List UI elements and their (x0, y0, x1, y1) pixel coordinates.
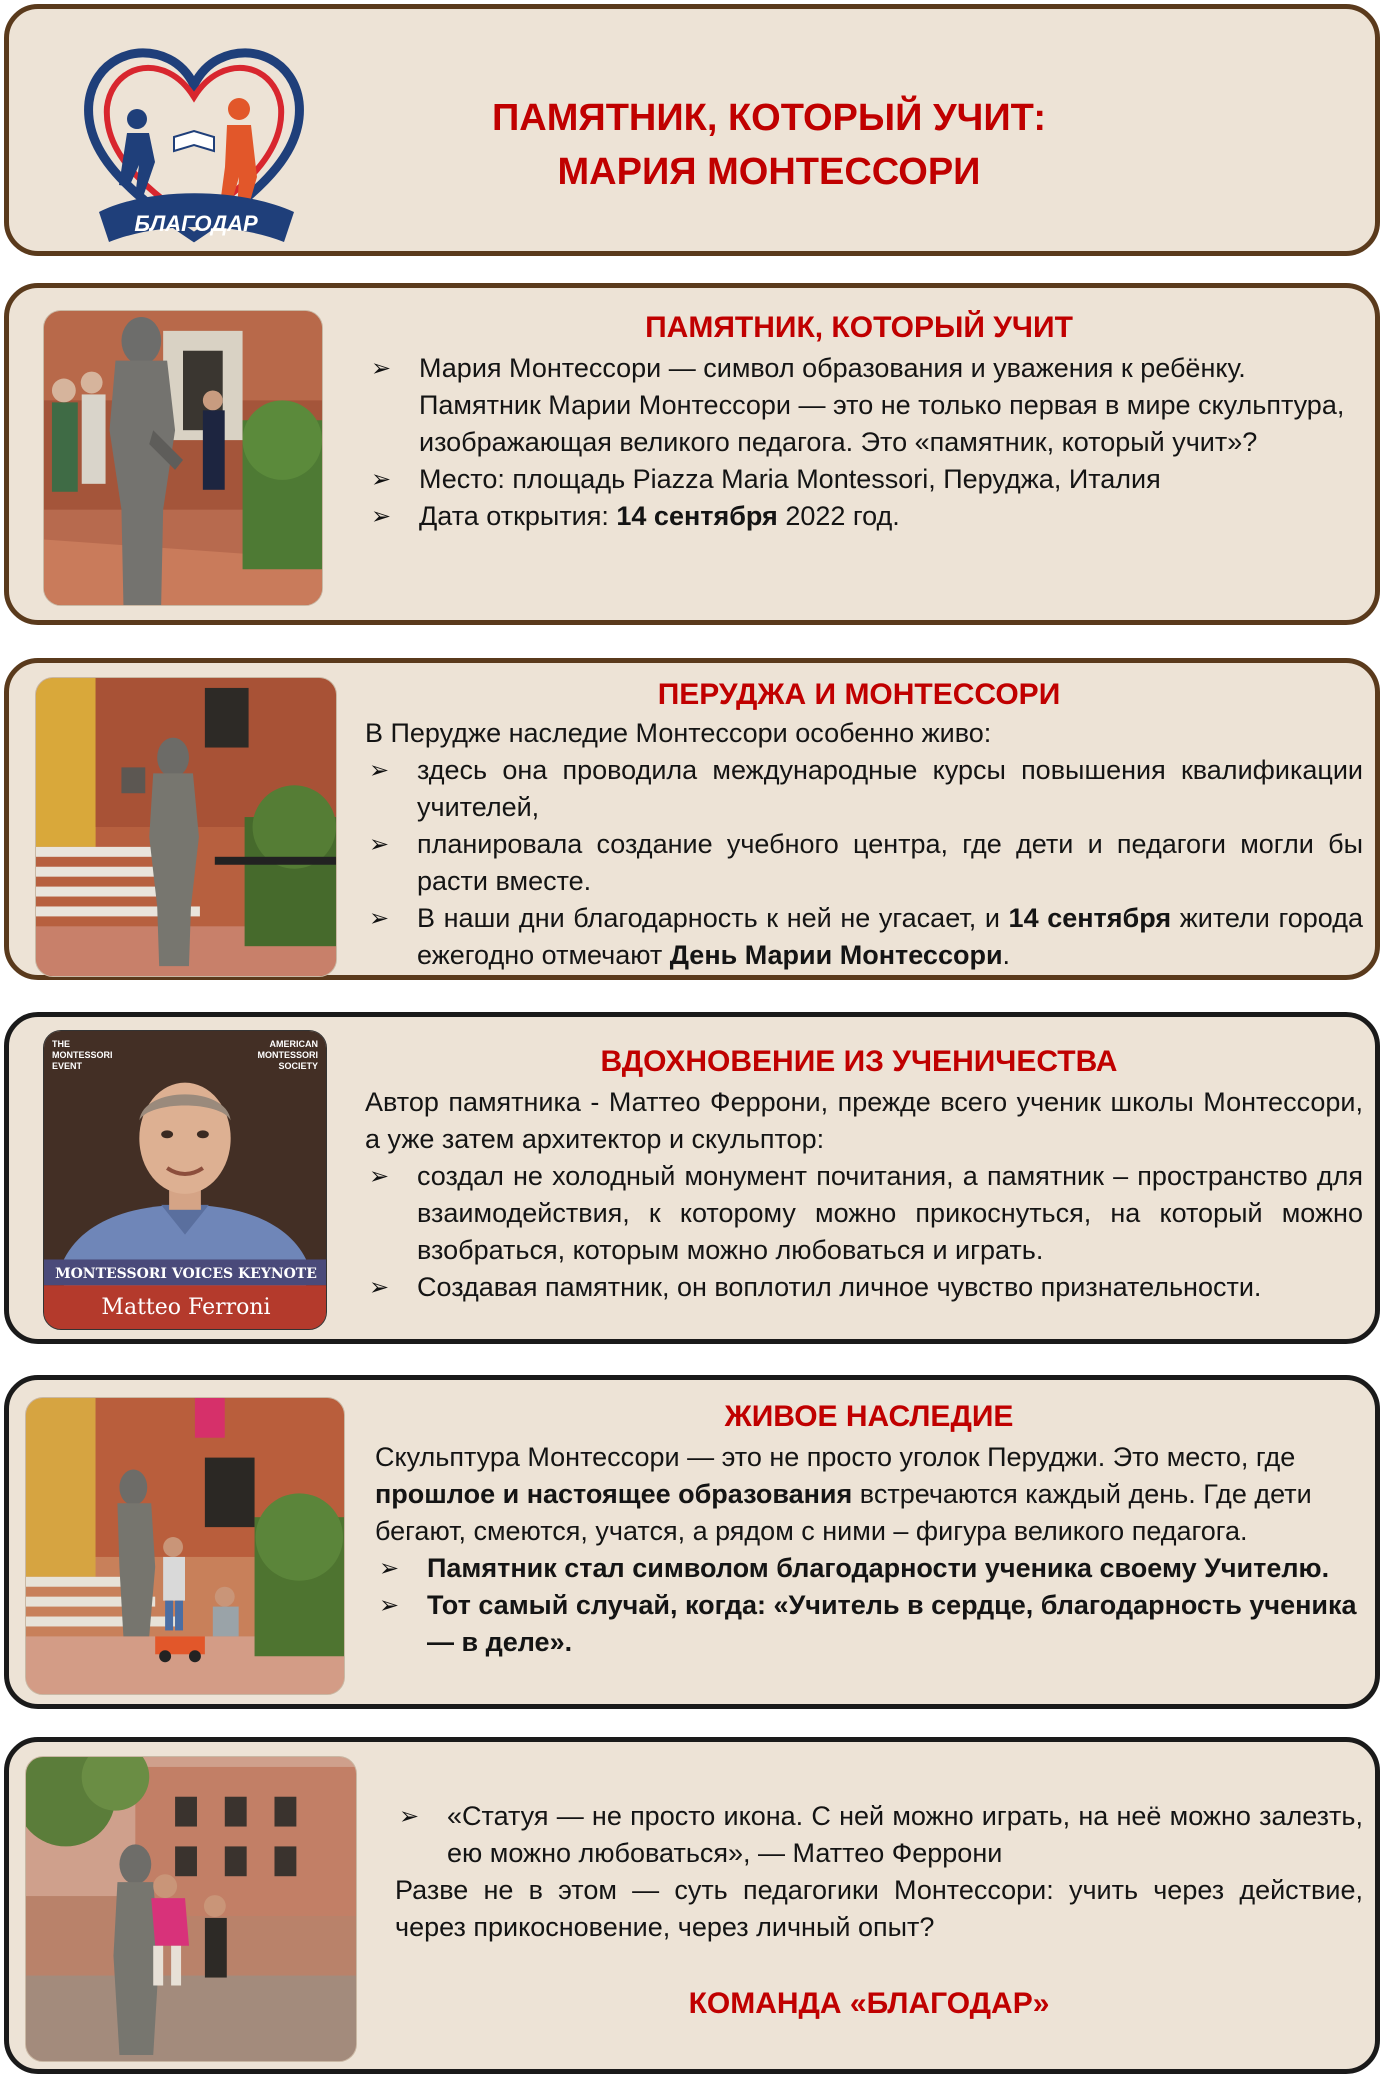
blagodar-logo (79, 37, 309, 247)
section2-bullet1: ➢ здесь она проводила международные курсы повышения квалификации учителей, (365, 752, 1363, 826)
monument-photo (43, 310, 323, 606)
section5-paragraph: Разве не в этом — суть педагогики Монтессори: учить через действие, через прикосновение, через личный опыт? (395, 1875, 1363, 1942)
arrowhead-bullet-icon: ➢ (371, 503, 392, 530)
arrowhead-bullet-icon: ➢ (369, 1163, 390, 1190)
page-title (349, 91, 1189, 199)
photo-logo-left: THE MONTESSORI EVENT (52, 1039, 113, 1071)
photo-logo-right: AMERICAN MONTESSORI SOCIETY (257, 1039, 318, 1071)
section4-heading: ЖИВОЕ НАСЛЕДИЕ (724, 1400, 1014, 1433)
section3-heading: ВДОХНОВЕНИЕ ИЗ УЧЕНИЧЕСТВА (600, 1045, 1118, 1078)
section-living-legacy (4, 1375, 1380, 1709)
section2-heading: ПЕРУДЖА И МОНТЕССОРИ (657, 678, 1061, 711)
section1-bullet1: ➢ Мария Монтессори — символ образования и уважения к ребёнку. Памятник Марии Монтессори — это не только первая в мире скульптура, изображающая великого педагога. Это «памятник, который учит»? (367, 350, 1347, 461)
section3-bullet2: ➢ Создавая памятник, он воплотил личное чувство признательности. (365, 1269, 1363, 1306)
section3-intro: Автор памятника - Маттео Феррони, прежде всего ученик школы Монтессори, а уже затем архитектор и скульптор: (365, 1087, 1363, 1154)
arrowhead-bullet-icon: ➢ (369, 1274, 390, 1301)
logo-text: БЛАГОДАР (134, 211, 258, 236)
section-perugia (4, 658, 1380, 980)
section1-heading: ПАМЯТНИК, КОТОРЫЙ УЧИТ (645, 311, 1073, 344)
photo-banner: MONTESSORI VOICES KEYNOTE (55, 1266, 317, 1282)
arrowhead-bullet-icon: ➢ (369, 757, 390, 784)
page-title-line2: МАРИЯ МОНТЕССОРИ (557, 151, 981, 193)
arrowhead-bullet-icon: ➢ (371, 355, 392, 382)
section2-bullet3: ➢ В наши дни благодарность к ней не угасает, и 14 сентября жители города ежегодно отмечают День Марии Монтессори. (365, 900, 1363, 974)
arrowhead-bullet-icon: ➢ (369, 905, 390, 932)
child-hugging-statue-illustration (26, 1757, 356, 2061)
section-quote (4, 1737, 1380, 2074)
children-statue-illustration (26, 1398, 344, 1694)
statue-stairs-illustration (36, 678, 336, 976)
statue-photo-illustration (44, 311, 322, 605)
section2-intro: В Перудже наследие Монтессори особенно живо: (365, 718, 992, 748)
section-inspiration (4, 1012, 1380, 1344)
perugia-photo (35, 677, 337, 977)
section1-body (367, 350, 1347, 535)
section4-body (375, 1439, 1365, 1661)
arrowhead-bullet-icon: ➢ (379, 1592, 400, 1619)
section4-paragraph: Скульптура Монтессори — это не просто уголок Перуджи. Это место, где прошлое и настоящее образования встречаются каждый день. Где дети бегают, смеются, учатся, а рядом с ними – фигура великого педагога. (375, 1442, 1312, 1546)
page-title-line1: ПАМЯТНИК, КОТОРЫЙ УЧИТ: (491, 97, 1046, 139)
legacy-photo (25, 1397, 345, 1695)
header-panel (4, 4, 1380, 256)
photo-name: Matteo Ferroni (101, 1295, 271, 1320)
section-monument (4, 283, 1380, 625)
section1-bullet3: ➢ Дата открытия: 14 сентября 2022 год. (367, 498, 1347, 535)
section3-body (365, 1084, 1363, 1306)
section5-body (395, 1798, 1363, 1946)
section2-bullet2: ➢ планировала создание учебного центра, где дети и педагоги могли бы расти вместе. (365, 826, 1363, 900)
arrowhead-bullet-icon: ➢ (379, 1555, 400, 1582)
section4-bullet2: ➢ Тот самый случай, когда: «Учитель в сердце, благодарность ученика — в деле». (375, 1587, 1365, 1661)
author-portrait-illustration (44, 1031, 326, 1329)
heart-logo-icon (79, 37, 309, 247)
arrowhead-bullet-icon: ➢ (369, 831, 390, 858)
author-photo (43, 1030, 327, 1330)
section1-bullet2: ➢ Место: площадь Piazza Maria Montessori, Перуджа, Италия (367, 461, 1347, 498)
quote-photo (25, 1756, 357, 2062)
section3-bullet1: ➢ создал не холодный монумент почитания, а памятник – пространство для взаимодействия, к которому можно прикоснуться, на который можно взобраться, которым можно любоваться и играть. (365, 1158, 1363, 1269)
arrowhead-bullet-icon: ➢ (399, 1803, 420, 1830)
section4-bullet1: ➢ Памятник стал символом благодарности ученика своему Учителю. (375, 1550, 1365, 1587)
section2-body (365, 715, 1363, 974)
arrowhead-bullet-icon: ➢ (371, 466, 392, 493)
section5-bullet1: ➢ «Статуя — не просто икона. С ней можно играть, на неё можно залезть, ею можно любоваться», — Маттео Феррони (395, 1798, 1363, 1872)
signature: КОМАНДА «БЛАГОДАР» (688, 1987, 1050, 2020)
